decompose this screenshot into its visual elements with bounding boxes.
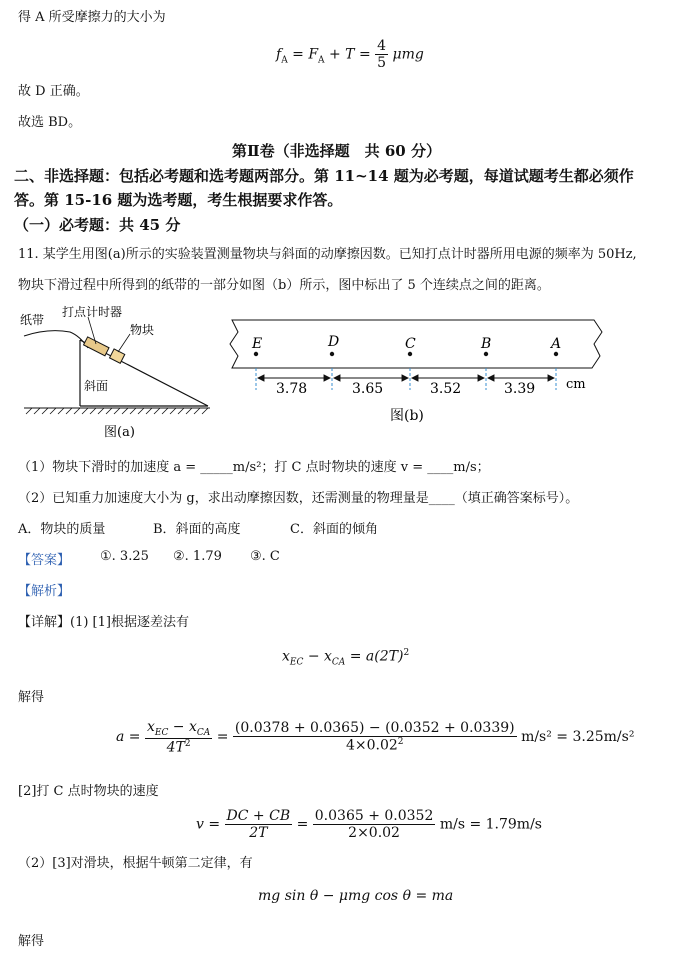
answer-1: ①. 3.25 (100, 549, 149, 564)
section-title: 第Ⅱ卷（非选择题 共 60 分） (232, 142, 441, 160)
text-line: 解得 (18, 690, 45, 705)
caption-figure-b: 图(b) (390, 408, 424, 424)
equation-velocity: v = $\frac{DC + CB}{2T}$ = $\frac{0.0365 + 0.0352}{2\times 0.02}$ m/s = 1.79m/s (196, 808, 542, 841)
part-instructions-cont: 答。第 15-16 题为选考题，考生根据要求作答。 (14, 191, 343, 209)
figure-a-incline (18, 300, 218, 442)
answer-tag: 【答案】 (18, 553, 71, 568)
point-label: B (481, 336, 492, 352)
point-label: A (551, 336, 562, 352)
equation-acceleration: a = $\frac{x_{EC} - x_{CA}}{4T^2}$ = $\frac{(0.0378 + 0.0365) - (0.0352 + 0.0339)}{4\times 0.02^2}$ m/s² = 3.25m/s² (116, 719, 635, 756)
label-timer: 打点计时器 (62, 305, 123, 319)
analysis-tag: 【解析】 (18, 584, 71, 599)
equation-difference: $x_{EC} - x_{CA} = a(2T)^2$ (282, 648, 410, 668)
text-line: [2]打 C 点时物块的速度 (18, 784, 159, 799)
option-b: B．斜面的高度 (153, 522, 241, 537)
label-tape: 纸带 (20, 313, 45, 327)
text-line: 故 D 正确。 (18, 84, 89, 99)
detail-line: 【详解】(1) [1]根据逐差法有 (18, 615, 189, 630)
point-label: E (252, 336, 263, 352)
caption-figure-a: 图(a) (104, 425, 135, 440)
answer-3: ③. C (250, 549, 280, 564)
label-slope: 斜面 (84, 379, 109, 393)
equation-newton: mg sin θ − μmg cos θ = ma (258, 888, 454, 904)
distance-label: 3.65 (352, 381, 384, 397)
point-label: C (405, 336, 416, 352)
text-line: （2）[3]对滑块，根据牛顿第二定律，有 (18, 856, 253, 871)
sub-question-2: （2）已知重力加速度大小为 g，求出动摩擦因数，还需测量的物理量是____（填正确答案标号）。 (18, 491, 579, 506)
option-a: A．物块的质量 (18, 522, 106, 537)
figure-b-tape (224, 318, 608, 430)
distance-label: 3.78 (276, 381, 308, 397)
distance-label: 3.52 (430, 381, 462, 397)
part-instructions: 二、非选择题：包括必考题和选考题两部分。第 11~14 题为必考题，每道试题考生都必须作 (14, 167, 634, 185)
text-line: 故选 BD。 (18, 115, 82, 130)
equation-friction: $f_A = F_A + T$ = $\frac{4}{5}$ μmg (276, 38, 424, 71)
point-label: D (328, 334, 340, 350)
answer-2: ②. 1.79 (173, 549, 222, 564)
label-block: 物块 (130, 323, 155, 337)
question-11-line1: 11. 某学生用图(a)所示的实验装置测量物块与斜面的动摩擦因数。已知打点计时器所用电源的频率为 50Hz, (18, 247, 637, 262)
question-11-line2: 物块下滑过程中所得到的纸带的一部分如图（b）所示，图中标出了 5 个连续点之间的距离。 (18, 278, 550, 293)
text-line: 解得 (18, 934, 45, 949)
unit-label: cm (566, 377, 586, 392)
text-line: 得 A 所受摩擦力的大小为 (18, 10, 166, 25)
subsection-title: （一）必考题：共 45 分 (14, 216, 181, 234)
sub-question-1: （1）物块下滑时的加速度 a = _____m/s²；打 C 点时物块的速度 v = ____m/s； (18, 460, 490, 475)
distance-label: 3.39 (504, 381, 536, 397)
option-c: C．斜面的倾角 (290, 522, 378, 537)
